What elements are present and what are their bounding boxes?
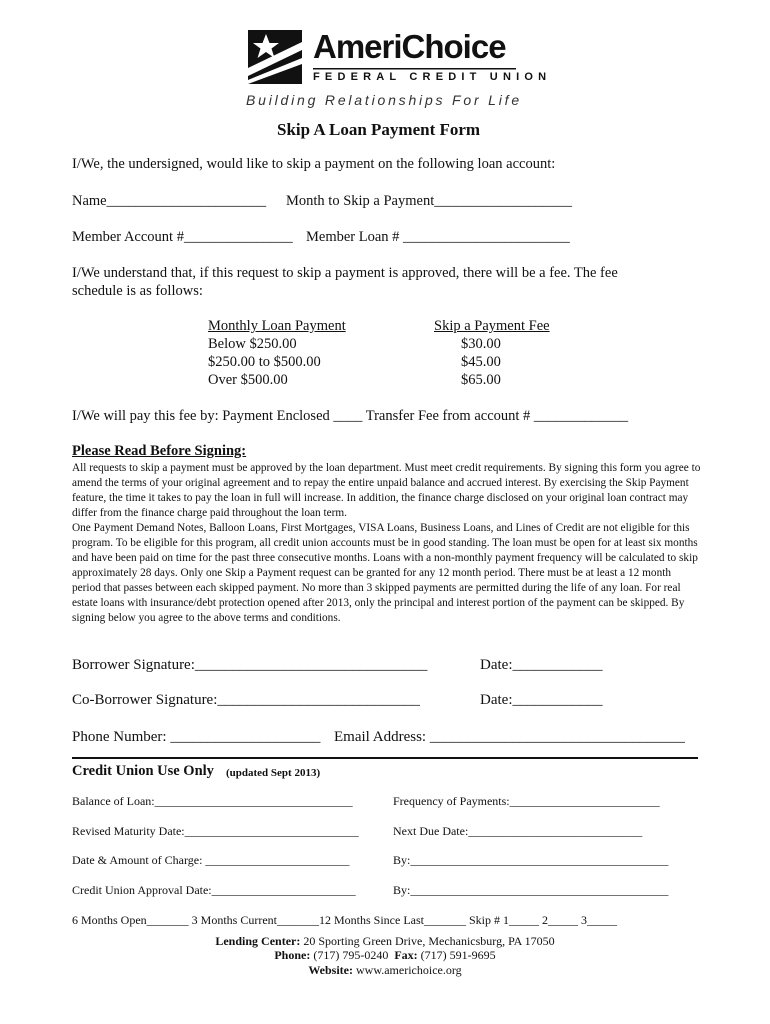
tagline: Building Relationships For Life xyxy=(246,92,522,108)
fee-text-line-1: I/We understand that, if this request to skip a payment is approved, there will be a fee. The fee xyxy=(72,265,618,281)
name-field[interactable]: Name______________________ xyxy=(72,193,267,209)
fee-row-fee: $65.00 xyxy=(461,372,501,388)
fine-print-paragraph: All requests to skip a payment must be approved by the loan department. Must meet credit requirements. By signing this form you agree to amend the terms of your original agreement and to repay the entire unpaid balance and accrued interest. By exercising the Skip Payment feature, the time it takes to pay the loan in full will increase. In addition, the finance charge disclosed on your original loan contract may differ from the finance charge paid throughout the loan term. xyxy=(72,462,701,519)
approval-by-field[interactable]: By:___________________________________________ xyxy=(393,883,669,897)
next-due-date-field[interactable]: Next Due Date:_____________________________ xyxy=(393,824,643,838)
skip-history-line[interactable]: 6 Months Open_______ 3 Months Current_______12 Months Since Last_______ Skip # 1_____ 2_____ 3_____ xyxy=(72,913,617,927)
phone-value: (717) 795-0240 xyxy=(313,948,389,962)
payment-method-line[interactable]: I/We will pay this fee by: Payment Enclosed ____ Transfer Fee from account # _____________ xyxy=(72,408,629,424)
coborrower-signature-field[interactable]: Co-Borrower Signature:___________________________ xyxy=(72,692,420,708)
read-before-signing-heading: Please Read Before Signing: xyxy=(72,443,247,459)
month-to-skip-field[interactable]: Month to Skip a Payment___________________ xyxy=(286,193,572,209)
lending-center-label: Lending Center: xyxy=(215,934,301,948)
fax-label: Fax: xyxy=(394,948,418,962)
intro-text: I/We, the undersigned, would like to skip a payment on the following loan account: xyxy=(72,156,556,172)
website-label: Website: xyxy=(308,963,354,977)
charge-by-field[interactable]: By:___________________________________________ xyxy=(393,853,669,867)
phone-number-field[interactable]: Phone Number: ____________________ xyxy=(72,729,321,745)
coborrower-date-field[interactable]: Date:____________ xyxy=(480,692,603,708)
phone-label: Phone: xyxy=(274,948,311,962)
brand-subtitle: FEDERAL CREDIT UNION xyxy=(313,71,552,83)
balance-of-loan-field[interactable]: Balance of Loan:_________________________________ xyxy=(72,794,353,808)
fee-row-payment: $250.00 to $500.00 xyxy=(208,354,321,370)
fee-table-header-payment: Monthly Loan Payment xyxy=(208,318,346,334)
cu-use-updated: (updated Sept 2013) xyxy=(226,767,321,779)
lending-center-address: 20 Sporting Green Drive, Mechanicsburg, PA 17050 xyxy=(303,934,555,948)
frequency-of-payments-field[interactable]: Frequency of Payments:_________________________ xyxy=(393,794,660,808)
borrower-signature-field[interactable]: Borrower Signature:_______________________________ xyxy=(72,657,428,673)
fine-print-paragraph: One Payment Demand Notes, Balloon Loans, First Mortgages, VISA Loans, Business Loans, and Lines of Credit are not eligible for this program. To be eligible for this program, all credit union accounts must be in good standing. The loan must be open for at least six months and have been paid on time for the past three consecutive months. Loans with a non-monthly payment frequency will be calculated to skip approximately 28 days. Only one Skip a Payment request can be granted for any 12 month period. There must be at least a 12 month period that passes between each skipped payment. No more than 3 skipped payments are permitted during the life of any loan. For real estate loans with insurance/debt protection opened after 2013, only the principal and interest portion of the payment can be skipped. By signing below you agree to the above terms and conditions. xyxy=(72,522,698,624)
footer-phone-fax xyxy=(65,948,705,963)
revised-maturity-date-field[interactable]: Revised Maturity Date:_____________________________ xyxy=(72,824,359,838)
borrower-date-field[interactable]: Date:____________ xyxy=(480,657,603,673)
fee-row-fee: $45.00 xyxy=(461,354,501,370)
member-loan-field[interactable]: Member Loan # _______________________ xyxy=(306,229,570,245)
form-title: Skip A Loan Payment Form xyxy=(277,120,481,139)
website-link[interactable]: www.americhoice.org xyxy=(356,963,462,977)
date-amount-of-charge-field[interactable]: Date & Amount of Charge: ________________________ xyxy=(72,853,350,867)
fax-value: (717) 591-9695 xyxy=(420,948,496,962)
brand-name: AmeriChoice xyxy=(313,28,506,65)
fee-table-header-fee: Skip a Payment Fee xyxy=(434,318,550,334)
divider xyxy=(72,757,698,759)
fee-row-fee: $30.00 xyxy=(461,336,501,352)
footer-website xyxy=(65,963,705,978)
fee-row-payment: Over $500.00 xyxy=(208,372,288,388)
email-address-field[interactable]: Email Address: __________________________________ xyxy=(334,729,685,745)
fine-print xyxy=(72,461,702,626)
cu-use-heading: Credit Union Use Only xyxy=(72,763,214,779)
fee-text-line-2: schedule is as follows: xyxy=(72,283,203,299)
footer-lending-center xyxy=(65,934,705,949)
credit-union-approval-date-field[interactable]: Credit Union Approval Date:________________________ xyxy=(72,883,356,897)
fee-row-payment: Below $250.00 xyxy=(208,336,297,352)
member-account-field[interactable]: Member Account #_______________ xyxy=(72,229,293,245)
